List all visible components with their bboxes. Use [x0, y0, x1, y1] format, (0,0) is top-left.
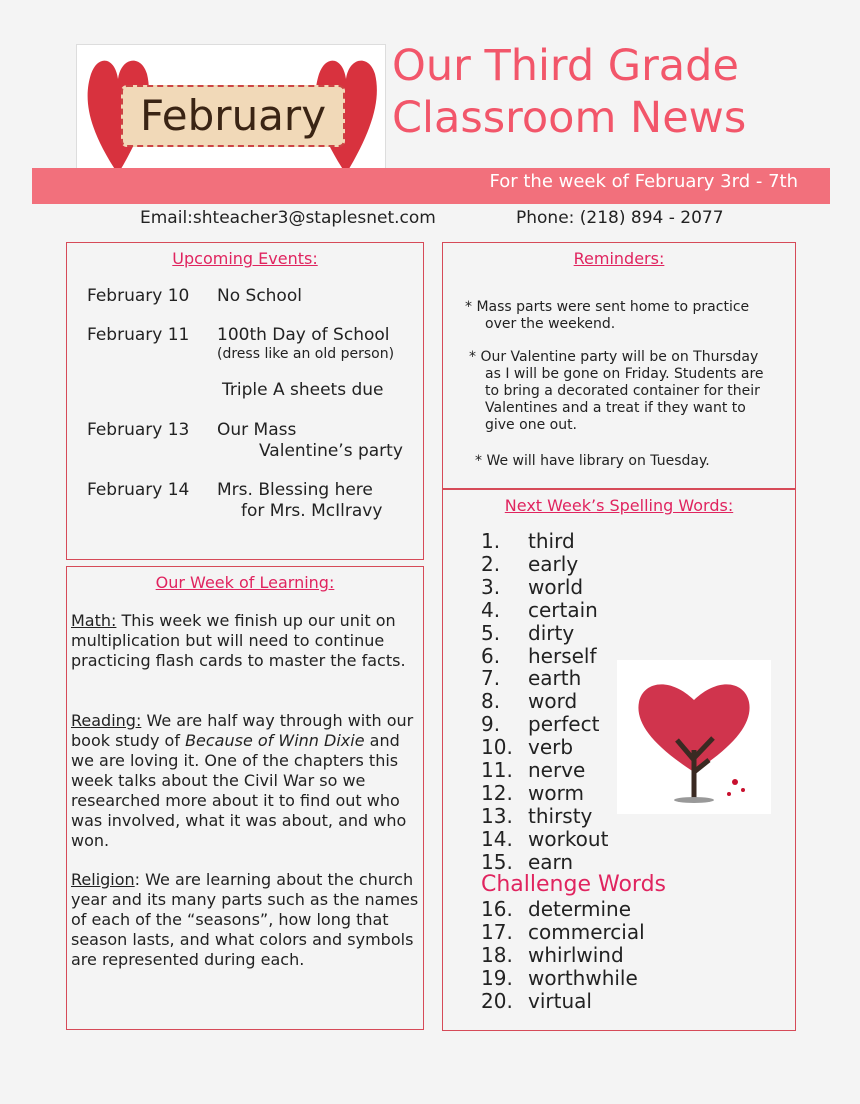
word-text: nerve [528, 758, 586, 782]
spelling-heading: Next Week’s Spelling Words: [504, 496, 734, 515]
challenge-word [481, 967, 638, 990]
spelling-word [481, 622, 574, 645]
reading-text-2: and we are loving it. One of the chapters this week talks about the Civil War so we researched more about it to find out who was involved, what it was about, and who won. [71, 731, 407, 850]
february-logo [76, 44, 386, 184]
spelling-word [481, 736, 573, 759]
week-text: For the week of February 3rd - 7th [489, 171, 798, 192]
event-date: February 14 [87, 480, 190, 500]
reminder-line: as I will be gone on Friday. Students are [485, 366, 764, 382]
word-text: virtual [528, 989, 592, 1013]
word-number: 15. [481, 849, 513, 874]
word-text: thirsty [528, 803, 593, 828]
word-number: 11. [481, 758, 513, 782]
word-text: commercial [528, 920, 645, 945]
word-number: 4. [481, 597, 501, 622]
event-text: 100th Day of School [217, 325, 390, 345]
spelling-word [481, 530, 575, 553]
math-text: This week we finish up our unit on multiplication but will need to continue practicing flash cards to master the facts. [71, 611, 406, 670]
event-text: No School [217, 286, 302, 306]
spelling-word [481, 690, 577, 713]
word-number: 9. [481, 712, 501, 737]
event-date: February 11 [87, 325, 190, 345]
challenge-word [481, 990, 592, 1013]
events-box [66, 242, 424, 560]
reminders-box [442, 242, 796, 490]
word-text: verb [528, 735, 574, 760]
reminder-item [469, 349, 764, 434]
word-text: perfect [528, 712, 600, 737]
word-text: herself [528, 643, 597, 668]
reminder-line: * Mass parts were sent home to practice [465, 299, 750, 315]
spelling-word [481, 667, 581, 690]
word-text: whirlwind [528, 943, 624, 968]
religion-label: Religion [71, 870, 135, 889]
event-date: February 13 [87, 420, 190, 440]
challenge-word [481, 944, 624, 967]
spelling-word [481, 599, 598, 622]
reading-label: Reading: [71, 711, 142, 730]
reminder-item [465, 299, 749, 333]
word-number: 7. [481, 666, 501, 691]
word-text: dirty [528, 620, 575, 645]
word-text: worm [528, 780, 584, 805]
word-text: world [528, 574, 584, 599]
word-number: 10. [481, 735, 513, 760]
word-text: early [528, 551, 579, 576]
event-text-2: Valentine’s party [259, 441, 403, 461]
word-text: certain [528, 597, 598, 622]
word-text: determine [528, 897, 632, 922]
week-band [32, 168, 830, 204]
word-number: 14. [481, 826, 513, 851]
challenge-word [481, 898, 631, 921]
reminder-line: Valentines and a treat if they want to [485, 400, 746, 416]
word-number: 20. [481, 989, 513, 1013]
spelling-word [481, 851, 573, 874]
heart-tree-icon [617, 660, 771, 814]
logo-text: February [121, 85, 345, 147]
reading-paragraph [71, 711, 423, 851]
math-paragraph [71, 611, 423, 671]
spelling-box [442, 488, 796, 1031]
word-number: 1. [481, 529, 501, 553]
learning-heading: Our Week of Learning: [155, 573, 335, 592]
spelling-word [481, 553, 578, 576]
title-line-2: Classroom News [392, 93, 747, 143]
events-heading: Upcoming Events: [172, 249, 318, 268]
email-text: Email:shteacher3@staplesnet.com [140, 208, 436, 228]
event-text: Our Mass [217, 420, 297, 440]
word-number: 3. [481, 574, 501, 599]
word-number: 18. [481, 943, 513, 968]
spelling-word [481, 759, 585, 782]
reminder-line: * We will have library on Tuesday. [475, 453, 710, 469]
title-line-1: Our Third Grade [392, 41, 739, 91]
religion-text: : We are learning about the church year and its many parts such as the names of each of the “seasons”, how long that season lasts, and what colors and symbols are represented during each. [71, 870, 419, 969]
spelling-word [481, 782, 584, 805]
reminder-line: give one out. [485, 417, 578, 433]
challenge-heading: Challenge Words [481, 871, 666, 897]
reminder-line: * Our Valentine party will be on Thursday [469, 349, 759, 365]
word-number: 8. [481, 689, 501, 714]
spelling-word [481, 805, 592, 828]
event-date: February 10 [87, 286, 190, 306]
reminders-heading: Reminders: [573, 249, 665, 268]
word-number: 12. [481, 780, 513, 805]
word-number: 5. [481, 620, 501, 645]
reminder-line: over the weekend. [485, 316, 616, 332]
spelling-word [481, 645, 597, 668]
book-title: Because of Winn Dixie [185, 731, 365, 750]
spelling-word [481, 576, 583, 599]
word-number: 2. [481, 551, 501, 576]
challenge-word [481, 921, 645, 944]
page-title [392, 40, 832, 144]
word-number: 19. [481, 966, 513, 991]
event-text-2: for Mrs. McIlravy [241, 501, 383, 521]
word-text: word [528, 689, 578, 714]
spelling-word [481, 713, 599, 736]
reminder-item [475, 453, 710, 470]
heart-tree-image [617, 660, 771, 814]
reading-text: We are half way through with our book study of [71, 711, 414, 750]
word-text: earth [528, 666, 582, 691]
word-number: 16. [481, 897, 513, 922]
word-text: third [528, 529, 575, 553]
word-text: earn [528, 849, 574, 874]
reminder-line: to bring a decorated container for their [485, 383, 760, 399]
word-number: 17. [481, 920, 513, 945]
event-extra: Triple A sheets due [222, 380, 384, 400]
math-label: Math: [71, 611, 117, 630]
event-text: Mrs. Blessing here [217, 480, 373, 500]
word-text: worthwhile [528, 966, 638, 991]
word-number: 13. [481, 803, 513, 828]
event-note: (dress like an old person) [217, 346, 395, 362]
religion-paragraph [71, 870, 423, 970]
learning-box [66, 566, 424, 1030]
spelling-word [481, 828, 608, 851]
word-text: workout [528, 826, 609, 851]
phone-text: Phone: (218) 894 - 2077 [516, 208, 724, 228]
word-number: 6. [481, 643, 501, 668]
